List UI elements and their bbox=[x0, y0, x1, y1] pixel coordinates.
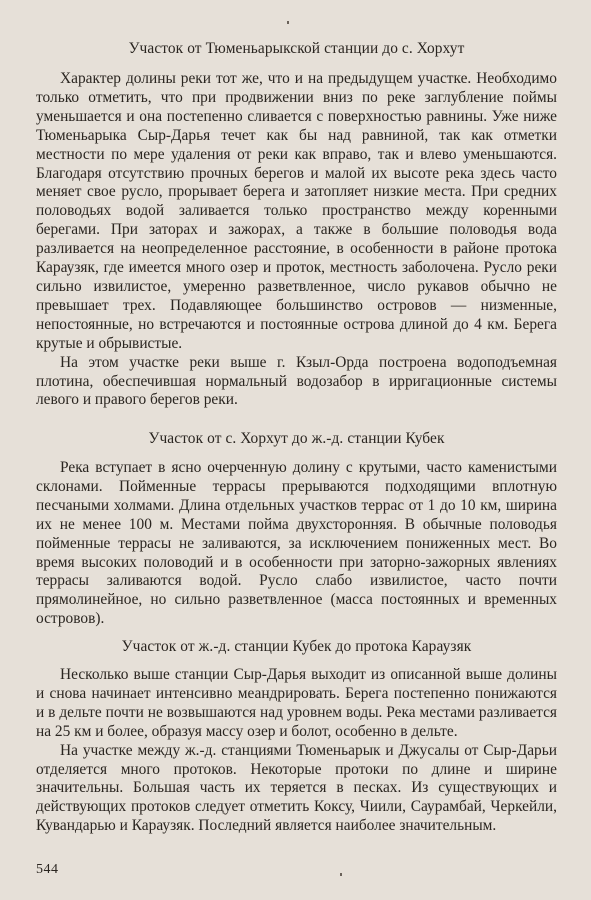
print-speck bbox=[287, 21, 289, 24]
print-speck bbox=[340, 873, 342, 876]
section-title: Участок от ж.-д. станции Кубек до протока Караузяк bbox=[121, 638, 472, 655]
paragraph: На участке между ж.-д. станциями Тюменьарык и Джусалы от Сыр-Дарьи отделяется много протоков. Некоторые протоки по длине и ширине значительны. Большая часть их теряется в песках. Из существующих и действующих протоков следует отметить Коксу, Чиили, Саурамбай, Черкейли, Кувандарью и Караузяк. Последний является наиболее значительным. bbox=[36, 741, 557, 835]
section-khorkhut-kubek bbox=[36, 429, 557, 629]
paragraph: Характер долины реки тот же, что и на предыдущем участке. Необходимо только отметить, что при продвижении вниз по реке заглубление поймы уменьшается и она постепенно сливается с поверхностью равнины. Уже ниже Тюменьарыка Сыр-Дарья течет как бы над равниной, так как отметки местности по мере удаления от реки как вправо, так и влево уменьшаются. Благодаря отсутствию прочных берегов и малой их высоте река здесь часто меняет свое русло, прорывает берега и затопляет низкие места. При средних половодьях водой заливается только пространство между коренными берегами. При заторах и зажорах, а также в большие половодья вода разливается на неопределенное расстояние, в особенности в районе протока Караузяк, где имеется много озер и проток, местность заболочена. Русло реки сильно извилистое, умеренно разветвленное, число рукавов обычно не превышает трех. Подавляющее большинство островов — низменные, непостоянные, но встречаются и постоянные острова длиной до 4 км. Берега крутые и обрывистые. bbox=[36, 70, 557, 352]
section-kubek-karauzyak bbox=[36, 637, 557, 836]
section-title: Участок от Тюменьарыкской станции до с. Хорхут bbox=[128, 40, 465, 57]
paragraph: Река вступает в ясно очерченную долину с крутыми, часто каменистыми склонами. Пойменные террасы прерываются подходящими вплотную песчаными холмами. Длина отдельных участков террас от 1 до 10 км, ширина их не менее 100 м. Местами пойма двухсторонняя. В обычные половодья пойменные террасы не заливаются, за исключением пониженных мест. Во время высоких половодий и в особенности при заторно-зажорных явлениях террасы заливаются водой. Русло слабо извилистое, часто почти прямолинейное, но сильно разветвленное (масса постоянных и временных островов). bbox=[36, 459, 557, 628]
section-tyumenaryk-khorkhut bbox=[36, 39, 557, 410]
paragraph: Несколько выше станции Сыр-Дарья выходит из описанной выше долины и снова начинает интенсивно меандрировать. Берега постепенно понижаются и в дельте почти не возвышаются над уровнем воды. Река местами разливается на 25 км и более, образуя массу озер и болот, особенно в дельте. bbox=[36, 666, 557, 740]
section-title: Участок от с. Хорхут до ж.-д. станции Кубек bbox=[148, 430, 445, 447]
page-number: 544 bbox=[36, 862, 59, 877]
paragraph: На этом участке реки выше г. Кзыл-Орда построена водоподъемная плотина, обеспечившая нормальный водозабор в ирригационные системы левого и правого берегов реки. bbox=[36, 353, 557, 409]
